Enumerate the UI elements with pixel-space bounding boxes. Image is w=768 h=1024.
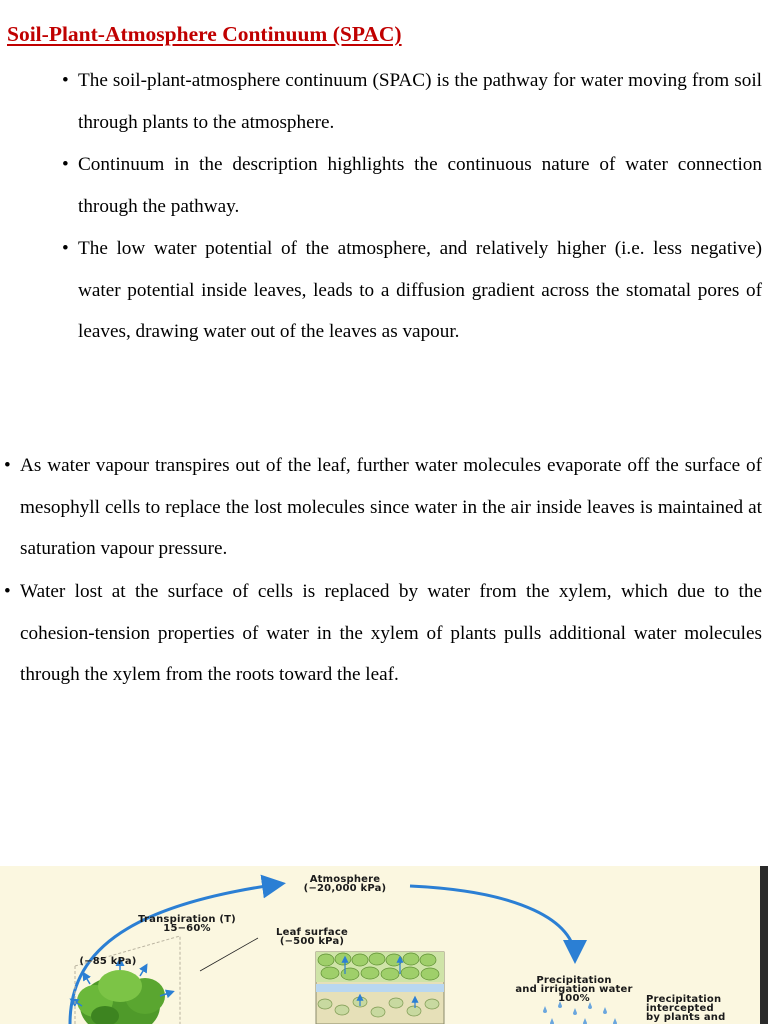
spac-diagram [0, 866, 768, 1024]
list-item [62, 228, 762, 353]
leaf-surface-label: Leaf surface (−500 kPa) [276, 927, 348, 947]
transpiration-process-list [4, 445, 762, 697]
tree-illustration [77, 970, 165, 1024]
intercepted-label: Precipitation intercepted by plants and [646, 994, 726, 1023]
list-item-text: Water lost at the surface of cells is replaced by water from the xylem, which due to the cohesion-tension properties of water in the xylem of plants pulls additional water molecules through the xylem from the roots toward the leaf. [20, 581, 762, 685]
slide-edge [760, 866, 768, 1024]
bullet-icon: • [62, 238, 69, 259]
atmosphere-label: Atmosphere (−20,000 kPa) [303, 874, 387, 894]
list-item-text: As water vapour transpires out of the leaf, further water molecules evaporate off the surface of mesophyll cells to replace the lost molecules since water in the air inside leaves is maintained at saturation vapour pressure. [20, 455, 762, 559]
rain-drops [543, 1001, 617, 1024]
list-item-text: The low water potential of the atmosphere, and relatively higher (i.e. less negative) water potential inside leaves, leads to a diffusion gradient across the stomatal pores of leaves, drawing water out of the leaves as vapour. [78, 238, 762, 342]
transpiration-label: Transpiration (T) 15−60% [138, 914, 236, 934]
plant-potential-label: (−85 kPa) [79, 956, 137, 967]
bullet-icon: • [62, 70, 69, 91]
list-item [62, 60, 762, 143]
leaf-cross-section [316, 952, 444, 1024]
bullet-icon: • [4, 455, 11, 476]
precipitation-label: Precipitation and irrigation water 100% [515, 975, 633, 1004]
list-item [62, 144, 762, 227]
bullet-icon: • [4, 581, 11, 602]
bullet-icon: • [62, 154, 69, 175]
precipitation-arrow [410, 886, 575, 958]
list-item [4, 445, 762, 570]
list-item-text: The soil-plant-atmosphere continuum (SPAC) is the pathway for water moving from soil through plants to the atmosphere. [78, 70, 762, 133]
page-title: Soil-Plant-Atmosphere Continuum (SPAC) [7, 22, 402, 46]
list-item-text: Continuum in the description highlights the continuous nature of water connection through the pathway. [78, 154, 762, 217]
list-item [4, 571, 762, 696]
spac-definition-list [62, 60, 762, 354]
